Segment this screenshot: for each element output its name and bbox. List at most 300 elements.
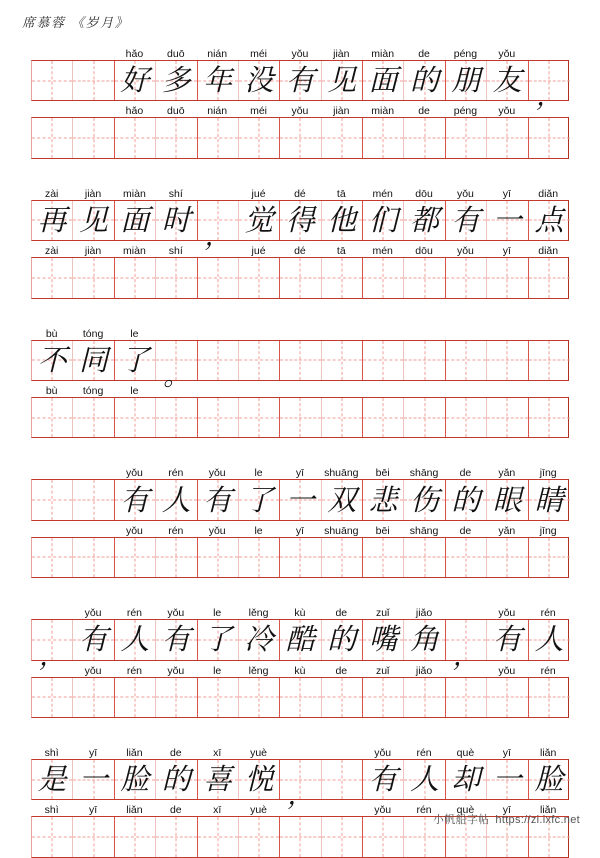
- grid-cell[interactable]: [115, 678, 156, 717]
- pinyin-row: [31, 324, 569, 340]
- grid-cell[interactable]: [73, 341, 114, 380]
- grid-cell[interactable]: [363, 61, 404, 100]
- pinyin-syllable: yī: [295, 467, 305, 480]
- pinyin-syllable: nián: [207, 105, 228, 118]
- grid-cell[interactable]: [115, 341, 156, 380]
- handwritten-character: 人: [161, 482, 191, 517]
- grid-cell[interactable]: [446, 538, 487, 577]
- grid-cell[interactable]: [73, 480, 114, 519]
- pinyin-syllable: mén: [372, 245, 393, 258]
- grid-cell[interactable]: [198, 61, 239, 100]
- pinyin-syllable: yǒu: [125, 524, 143, 537]
- pinyin-syllable: duō: [167, 48, 185, 60]
- pinyin-syllable: rén: [540, 607, 556, 620]
- grid-cell[interactable]: [322, 201, 363, 240]
- grid-cell[interactable]: [239, 258, 280, 297]
- pinyin-syllable: miàn: [123, 245, 146, 258]
- pinyin-syllable: zài: [44, 187, 59, 200]
- grid-cell[interactable]: [487, 118, 528, 157]
- pinyin-syllable: jīng: [539, 467, 557, 480]
- pinyin-syllable: rén: [168, 467, 184, 480]
- pinyin-syllable: méi: [250, 105, 268, 118]
- grid-cell[interactable]: [487, 398, 528, 437]
- grid-cell[interactable]: [73, 538, 114, 577]
- grid-cell[interactable]: [363, 817, 404, 856]
- handwritten-character: 人: [534, 622, 564, 657]
- pinyin-syllable: zuǐ: [375, 607, 390, 620]
- pinyin-syllable: yǎn: [498, 467, 516, 480]
- pinyin-syllable: diǎn: [538, 187, 559, 200]
- grid-cell[interactable]: [198, 538, 239, 577]
- handwritten-character: 了: [244, 482, 274, 517]
- grid-cell[interactable]: [404, 341, 445, 380]
- grid-cell[interactable]: [156, 398, 197, 437]
- grid-cell[interactable]: [239, 61, 280, 100]
- grid-cell[interactable]: [156, 538, 197, 577]
- grid-cell[interactable]: [239, 398, 280, 437]
- grid-cell[interactable]: [529, 620, 570, 659]
- pinyin-syllable: jiàn: [333, 48, 350, 60]
- grid-cell[interactable]: [363, 538, 404, 577]
- pinyin-syllable: yǒu: [291, 105, 309, 118]
- grid-cell[interactable]: [404, 760, 445, 799]
- grid-cell[interactable]: [32, 118, 73, 157]
- handwritten-character: 一: [492, 202, 522, 237]
- grid-cell[interactable]: [280, 480, 321, 519]
- grid-cell[interactable]: [280, 341, 321, 380]
- pinyin-syllable: de: [418, 105, 430, 118]
- grid-cell[interactable]: [322, 760, 363, 799]
- pinyin-syllable: dōu: [415, 245, 433, 258]
- grid-cell[interactable]: [32, 817, 73, 856]
- pinyin-syllable: què: [456, 804, 475, 817]
- grid-cell[interactable]: [363, 258, 404, 297]
- grid-cell[interactable]: [322, 480, 363, 519]
- pinyin-syllable: hǎo: [125, 48, 144, 60]
- pinyin-syllable: shuāng: [324, 524, 359, 537]
- grid-cell[interactable]: [156, 258, 197, 297]
- handwritten-character: 好: [120, 63, 150, 98]
- grid-cell[interactable]: [487, 538, 528, 577]
- grid-cell[interactable]: [156, 61, 197, 100]
- pinyin-syllable: yǒu: [374, 746, 392, 759]
- grid-cell[interactable]: [446, 118, 487, 157]
- pinyin-syllable: yǒu: [84, 664, 102, 677]
- grid-cell[interactable]: [32, 678, 73, 717]
- grid-cell[interactable]: [404, 61, 445, 100]
- grid-cell[interactable]: [32, 258, 73, 297]
- grid-cell[interactable]: [239, 620, 280, 659]
- grid-cell[interactable]: [322, 620, 363, 659]
- pinyin-syllable: shì: [44, 804, 59, 817]
- handwritten-character: 时: [161, 202, 191, 237]
- grid-cell[interactable]: [280, 538, 321, 577]
- handwritten-character: 觉: [244, 202, 274, 237]
- grid-cell[interactable]: [73, 620, 114, 659]
- grid-cell[interactable]: [32, 480, 73, 519]
- pinyin-syllable: de: [459, 467, 472, 480]
- grid-cell[interactable]: [198, 258, 239, 297]
- grid-cell[interactable]: [446, 760, 487, 799]
- grid-cell[interactable]: [487, 678, 528, 717]
- pinyin-syllable: miàn: [371, 105, 395, 118]
- pinyin-syllable: jué: [251, 187, 266, 200]
- grid-cell[interactable]: [529, 480, 570, 519]
- grid-cell[interactable]: [322, 258, 363, 297]
- practice-block: [31, 603, 569, 718]
- grid-cell[interactable]: [363, 760, 404, 799]
- pinyin-syllable: yǒu: [498, 105, 516, 118]
- grid-cell[interactable]: [529, 341, 570, 380]
- handwritten-character: ，: [287, 781, 314, 812]
- grid-cell[interactable]: [239, 201, 280, 240]
- pinyin-syllable: péng: [453, 105, 478, 118]
- grid-cell[interactable]: [529, 201, 570, 240]
- handwritten-character: ，: [452, 641, 479, 672]
- pinyin-syllable: què: [456, 746, 475, 759]
- grid-cell[interactable]: [529, 258, 570, 297]
- handwritten-character: 他: [327, 202, 357, 237]
- pinyin-syllable: lěng: [248, 607, 269, 620]
- grid-cell[interactable]: [404, 538, 445, 577]
- handwritten-character: 都: [410, 202, 440, 237]
- grid-cell[interactable]: [446, 480, 487, 519]
- pinyin-syllable: rén: [540, 664, 556, 677]
- practice-grid-row: [31, 257, 569, 298]
- handwritten-character: 面: [120, 202, 150, 237]
- grid-cell[interactable]: [404, 201, 445, 240]
- handwritten-character: 了: [203, 622, 233, 657]
- handwritten-character: 一: [79, 762, 109, 797]
- grid-cell[interactable]: [404, 398, 445, 437]
- handwritten-character: 友: [492, 63, 522, 98]
- grid-cell[interactable]: [73, 817, 114, 856]
- grid-cell[interactable]: [32, 201, 73, 240]
- grid-cell[interactable]: [446, 61, 487, 100]
- grid-cell[interactable]: [156, 678, 197, 717]
- grid-cell[interactable]: [322, 341, 363, 380]
- block-spacer: [31, 438, 569, 463]
- grid-cell[interactable]: [156, 760, 197, 799]
- grid-cell[interactable]: [32, 620, 73, 672]
- grid-cell[interactable]: [363, 398, 404, 437]
- pinyin-row: [31, 101, 569, 117]
- grid-cell[interactable]: [73, 118, 114, 157]
- grid-cell[interactable]: [280, 201, 321, 240]
- grid-cell[interactable]: [363, 620, 404, 659]
- grid-cell[interactable]: [73, 61, 114, 100]
- pinyin-syllable: yuè: [250, 746, 268, 759]
- grid-cell[interactable]: [487, 201, 528, 240]
- handwritten-character: 却: [451, 762, 481, 797]
- handwritten-character: 见: [79, 202, 109, 237]
- grid-cell[interactable]: [280, 398, 321, 437]
- grid-cell[interactable]: [156, 118, 197, 157]
- grid-cell[interactable]: [322, 61, 363, 100]
- handwritten-character: 角: [410, 622, 440, 657]
- grid-cell[interactable]: [404, 258, 445, 297]
- pinyin-syllable: zài: [44, 245, 59, 258]
- handwritten-character: 有: [120, 482, 150, 517]
- page-title: 席慕蓉 《岁月》: [22, 16, 130, 31]
- grid-cell[interactable]: [487, 760, 528, 799]
- practice-block: [31, 44, 569, 159]
- grid-cell[interactable]: [115, 817, 156, 856]
- pinyin-syllable: liǎn: [126, 746, 143, 759]
- handwritten-character: 没: [244, 63, 274, 98]
- pinyin-syllable: liǎn: [126, 804, 143, 817]
- grid-cell[interactable]: [529, 760, 570, 799]
- grid-cell[interactable]: [280, 61, 321, 100]
- pinyin-syllable: de: [459, 524, 472, 537]
- pinyin-row: [31, 661, 569, 677]
- pinyin-syllable: yǒu: [498, 48, 516, 60]
- pinyin-syllable: rén: [416, 746, 432, 759]
- grid-cell[interactable]: [487, 61, 528, 100]
- grid-cell[interactable]: [322, 678, 363, 717]
- grid-cell[interactable]: [487, 258, 528, 297]
- grid-cell[interactable]: [322, 817, 363, 856]
- pinyin-syllable: xī: [213, 746, 222, 759]
- grid-cell[interactable]: [446, 201, 487, 240]
- grid-cell[interactable]: [198, 620, 239, 659]
- grid-cell[interactable]: [156, 341, 197, 392]
- handwritten-character: ，: [536, 82, 563, 113]
- pinyin-row: [31, 603, 569, 619]
- pinyin-syllable: jué: [251, 245, 266, 258]
- pinyin-syllable: yǒu: [498, 664, 516, 677]
- pinyin-syllable: bēi: [375, 524, 390, 537]
- grid-cell[interactable]: [363, 678, 404, 717]
- pinyin-syllable: xī: [213, 804, 222, 817]
- pinyin-syllable: shì: [44, 746, 59, 759]
- grid-cell[interactable]: [198, 480, 239, 519]
- footer: [433, 811, 580, 827]
- pinyin-syllable: rén: [126, 607, 143, 620]
- grid-cell[interactable]: [363, 480, 404, 519]
- grid-cell[interactable]: [363, 118, 404, 157]
- grid-cell[interactable]: [280, 678, 321, 717]
- grid-cell[interactable]: [239, 678, 280, 717]
- practice-grid-row: [31, 117, 569, 158]
- pinyin-syllable: shí: [168, 245, 183, 258]
- pinyin-syllable: yǒu: [125, 467, 143, 480]
- pinyin-syllable: jīng: [539, 524, 557, 537]
- grid-cell[interactable]: [529, 538, 570, 577]
- practice-grid-row: [31, 397, 569, 438]
- grid-cell[interactable]: [239, 817, 280, 856]
- practice-block: [31, 463, 569, 578]
- pinyin-syllable: shāng: [409, 524, 439, 537]
- pinyin-syllable: dé: [294, 245, 306, 258]
- grid-cell[interactable]: [363, 201, 404, 240]
- grid-cell[interactable]: [32, 398, 73, 437]
- grid-cell[interactable]: [446, 398, 487, 437]
- pinyin-syllable: yǒu: [84, 607, 102, 620]
- handwritten-character: 朋: [451, 63, 481, 98]
- grid-cell[interactable]: [156, 201, 197, 240]
- pinyin-syllable: shuāng: [324, 467, 359, 480]
- grid-cell[interactable]: [115, 61, 156, 100]
- model-grid-row: [31, 479, 569, 520]
- pinyin-row: [31, 463, 569, 479]
- grid-cell[interactable]: [404, 118, 445, 157]
- pinyin-syllable: yī: [502, 804, 511, 817]
- grid-cell[interactable]: [404, 480, 445, 519]
- grid-cell[interactable]: [73, 760, 114, 799]
- grid-cell[interactable]: [115, 538, 156, 577]
- grid-cell[interactable]: [280, 817, 321, 856]
- grid-cell[interactable]: [446, 341, 487, 380]
- pinyin-syllable: liǎn: [540, 746, 557, 759]
- grid-cell[interactable]: [239, 480, 280, 519]
- grid-cell[interactable]: [32, 61, 73, 100]
- handwritten-character: 们: [368, 202, 398, 237]
- pinyin-syllable: le: [213, 664, 222, 677]
- pinyin-syllable: yī: [502, 245, 511, 258]
- pinyin-syllable: rén: [416, 804, 432, 817]
- grid-cell[interactable]: [73, 258, 114, 297]
- pinyin-syllable: shāng: [409, 467, 439, 480]
- grid-cell[interactable]: [156, 620, 197, 659]
- pinyin-syllable: de: [169, 746, 182, 759]
- pinyin-syllable: le: [254, 524, 263, 537]
- handwritten-character: 有: [492, 622, 522, 657]
- grid-cell[interactable]: [487, 480, 528, 519]
- grid-cell[interactable]: [198, 817, 239, 856]
- grid-cell[interactable]: [32, 760, 73, 799]
- grid-cell[interactable]: [115, 398, 156, 437]
- grid-cell[interactable]: [115, 620, 156, 659]
- practice-grid-row: [31, 537, 569, 578]
- grid-cell[interactable]: [239, 118, 280, 157]
- handwritten-character: 得: [285, 202, 315, 237]
- pinyin-syllable: yuè: [250, 804, 268, 817]
- pinyin-syllable: diǎn: [538, 245, 559, 258]
- grid-cell[interactable]: [529, 118, 570, 157]
- grid-cell[interactable]: [115, 201, 156, 240]
- handwritten-character: 双: [327, 482, 357, 517]
- pinyin-row: [31, 521, 569, 537]
- grid-cell[interactable]: [115, 258, 156, 297]
- grid-cell[interactable]: [446, 258, 487, 297]
- grid-cell[interactable]: [280, 258, 321, 297]
- handwritten-character: ，: [204, 222, 231, 253]
- grid-cell[interactable]: [322, 398, 363, 437]
- grid-cell[interactable]: [198, 678, 239, 717]
- pinyin-syllable: bēi: [375, 467, 390, 480]
- grid-cell[interactable]: [280, 760, 321, 812]
- practice-sheet: [31, 44, 569, 858]
- pinyin-syllable: yǒu: [291, 48, 309, 60]
- handwritten-character: 人: [410, 762, 440, 797]
- pinyin-syllable: le: [130, 384, 139, 397]
- grid-cell[interactable]: [156, 480, 197, 519]
- pinyin-row: [31, 381, 569, 397]
- pinyin-syllable: yī: [502, 187, 511, 200]
- grid-cell[interactable]: [239, 341, 280, 380]
- pinyin-syllable: miàn: [123, 187, 146, 200]
- pinyin-syllable: méi: [250, 48, 268, 60]
- pinyin-syllable: bù: [45, 384, 58, 397]
- block-spacer: [31, 299, 569, 324]
- pinyin-syllable: duō: [167, 105, 185, 118]
- pinyin-syllable: yī: [88, 804, 98, 817]
- pinyin-syllable: yī: [88, 746, 98, 759]
- grid-cell[interactable]: [446, 620, 487, 672]
- grid-cell[interactable]: [487, 341, 528, 380]
- grid-cell[interactable]: [322, 118, 363, 157]
- grid-cell[interactable]: [73, 678, 114, 717]
- handwritten-character: 悦: [244, 762, 274, 797]
- pinyin-syllable: péng: [453, 48, 478, 60]
- handwritten-character: 有: [285, 63, 315, 98]
- handwritten-character: 不: [37, 342, 67, 377]
- grid-cell[interactable]: [239, 760, 280, 799]
- pinyin-syllable: bù: [45, 327, 58, 340]
- grid-cell[interactable]: [280, 118, 321, 157]
- grid-cell[interactable]: [322, 538, 363, 577]
- grid-cell[interactable]: [446, 678, 487, 717]
- grid-cell[interactable]: [73, 398, 114, 437]
- grid-cell[interactable]: [73, 201, 114, 240]
- pinyin-syllable: tóng: [82, 327, 104, 340]
- grid-cell[interactable]: [198, 341, 239, 380]
- grid-cell[interactable]: [32, 341, 73, 380]
- pinyin-syllable: yǒu: [374, 804, 392, 817]
- grid-cell[interactable]: [198, 118, 239, 157]
- pinyin-row: [31, 184, 569, 200]
- handwritten-character: 一: [492, 762, 522, 797]
- block-spacer: [31, 578, 569, 603]
- pinyin-syllable: zuǐ: [375, 664, 390, 677]
- grid-cell[interactable]: [404, 678, 445, 717]
- pinyin-syllable: hǎo: [125, 105, 144, 118]
- grid-cell[interactable]: [404, 620, 445, 659]
- grid-cell[interactable]: [529, 678, 570, 717]
- grid-cell[interactable]: [198, 760, 239, 799]
- grid-cell[interactable]: [115, 118, 156, 157]
- grid-cell[interactable]: [529, 398, 570, 437]
- grid-cell[interactable]: [198, 201, 239, 253]
- grid-cell[interactable]: [156, 817, 197, 856]
- handwritten-character: 是: [37, 762, 67, 797]
- grid-cell[interactable]: [115, 760, 156, 799]
- handwritten-character: 眼: [492, 482, 522, 517]
- grid-cell[interactable]: [198, 398, 239, 437]
- handwritten-character: 脸: [120, 762, 150, 797]
- grid-cell[interactable]: [115, 480, 156, 519]
- grid-cell[interactable]: [280, 620, 321, 659]
- pinyin-syllable: dōu: [415, 187, 433, 200]
- pinyin-syllable: tā: [336, 245, 346, 258]
- pinyin-syllable: le: [213, 607, 222, 620]
- grid-cell[interactable]: [239, 538, 280, 577]
- pinyin-syllable: yǎn: [498, 524, 516, 537]
- grid-cell[interactable]: [529, 61, 570, 113]
- grid-cell[interactable]: [32, 538, 73, 577]
- grid-cell[interactable]: [487, 620, 528, 659]
- handwritten-character: 点: [534, 202, 564, 237]
- handwritten-character: 悲: [368, 482, 398, 517]
- pinyin-syllable: nián: [207, 48, 228, 60]
- handwritten-character: 喜: [203, 762, 233, 797]
- pinyin-syllable: tā: [336, 187, 346, 200]
- pinyin-syllable: rén: [168, 524, 184, 537]
- grid-cell[interactable]: [363, 341, 404, 380]
- pinyin-syllable: de: [335, 607, 348, 620]
- handwritten-character: 伤: [410, 482, 440, 517]
